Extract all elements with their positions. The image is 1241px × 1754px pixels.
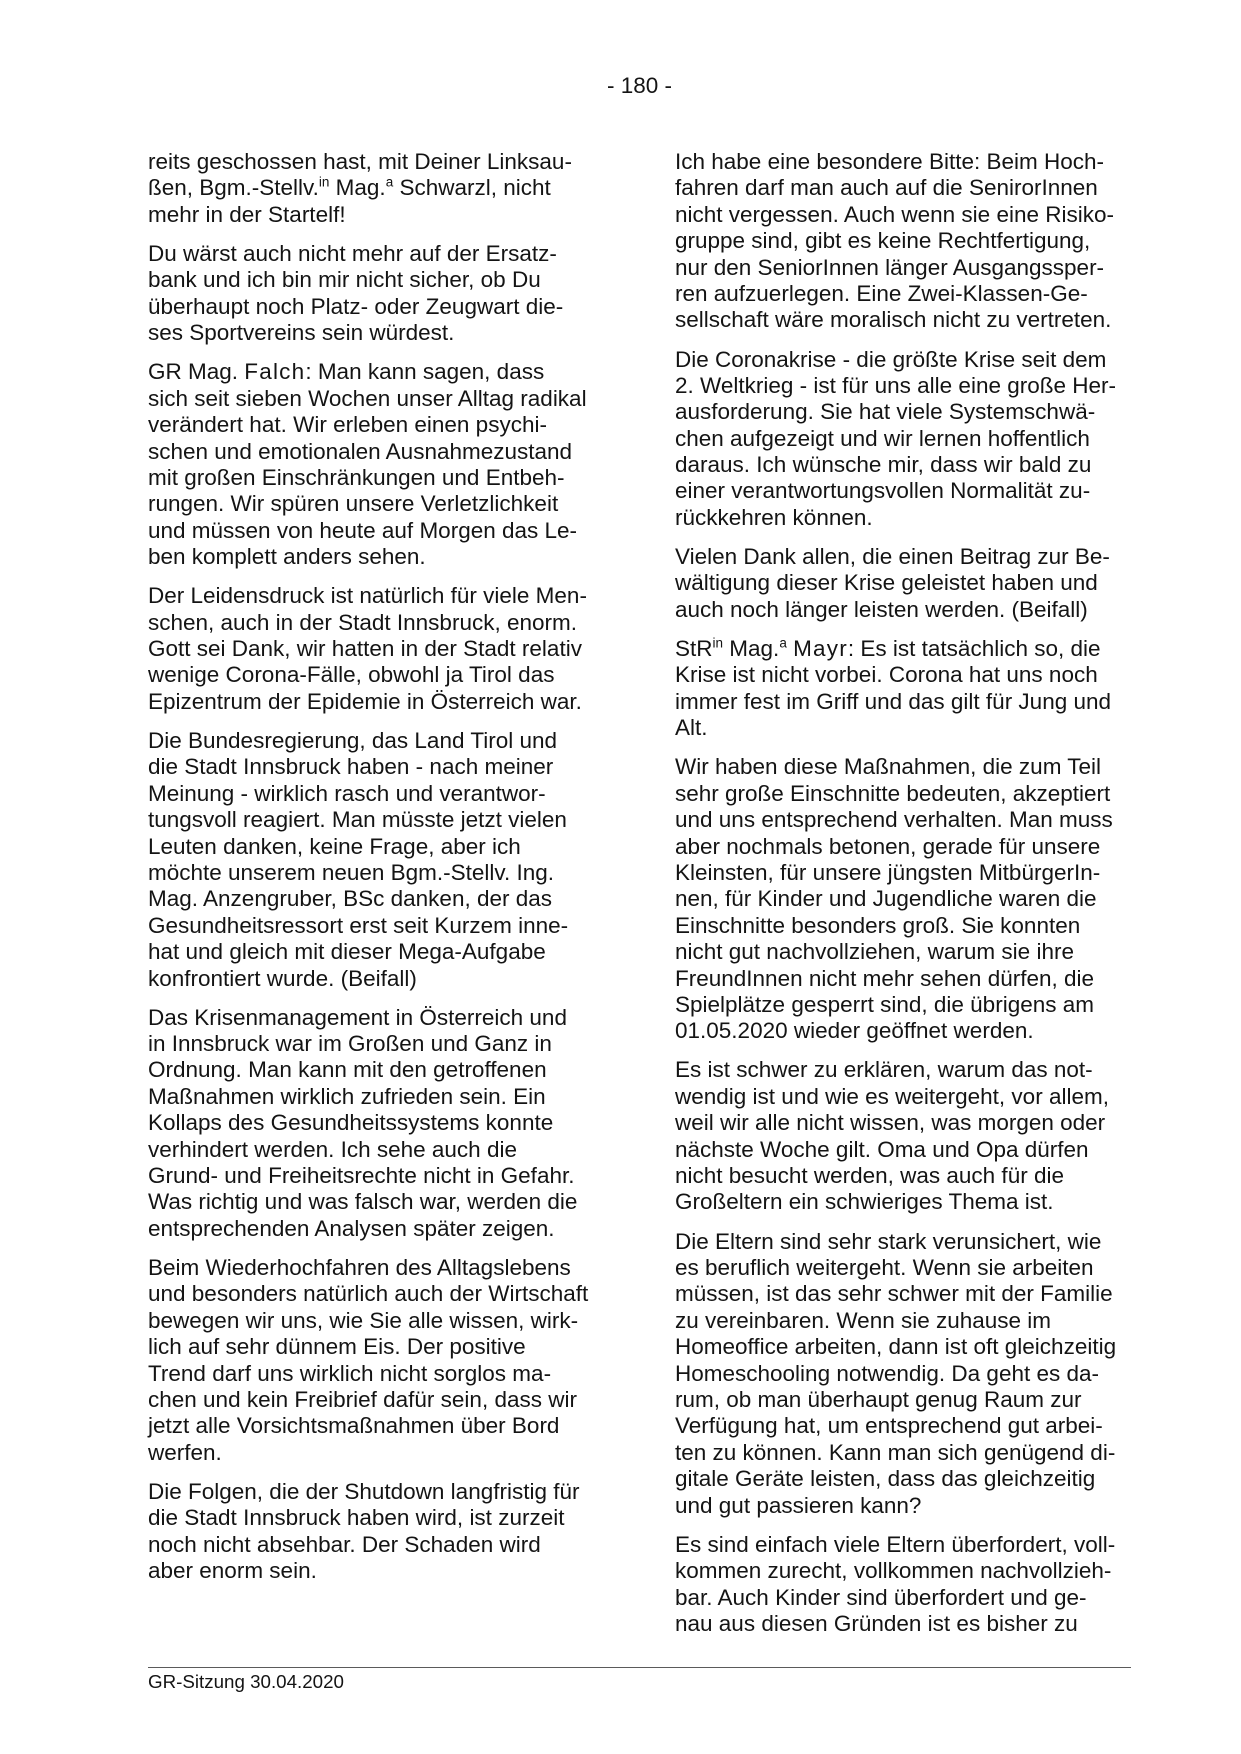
text-line: Großeltern ein schwieriges Thema ist.: [675, 1189, 1054, 1215]
text-line: bar. Auch Kinder sind überfordert und ge-: [675, 1584, 1087, 1610]
speaker-name: Mayr: [793, 636, 848, 662]
paragraph: [675, 1057, 1131, 1215]
text-segment: StR: [675, 636, 713, 662]
text-line: Das Krisenmanagement in Österreich und: [148, 1004, 567, 1030]
text-line: fahren darf man auch auf die SenirorInnen: [675, 175, 1098, 201]
text-line: gruppe sind, gibt es keine Rechtfertigung,: [675, 228, 1091, 254]
paragraph: [148, 359, 648, 570]
text-segment: Mag.: [329, 175, 386, 201]
text-line: wenige Corona-Fälle, obwohl ja Tirol das: [148, 662, 555, 688]
text-line: Die Coronakrise - die größte Krise seit dem: [675, 346, 1107, 372]
text-line: ben komplett anders sehen.: [148, 544, 426, 570]
speaker-name: Falch: [244, 359, 306, 385]
text-line: ausforderung. Sie hat viele Systemschwä-: [675, 399, 1096, 425]
text-line: nau aus diesen Gründen ist es bisher zu: [675, 1610, 1078, 1636]
text-line: rum, ob man überhaupt genug Raum zur: [675, 1386, 1082, 1412]
text-line: [675, 636, 1131, 662]
text-line: Verfügung hat, um entsprechend gut arbei-: [675, 1413, 1103, 1439]
paragraph: [148, 728, 648, 992]
text-line: Homeschooling notwendig. Da geht es da-: [675, 1360, 1100, 1386]
text-line: verändert hat. Wir erleben einen psychi-: [148, 412, 547, 438]
text-line: und besonders natürlich auch der Wirtschaft: [148, 1281, 589, 1307]
text-line: 01.05.2020 wieder geöffnet werden.: [675, 1018, 1034, 1044]
text-line: Die Bundesregierung, das Land Tirol und: [148, 728, 558, 753]
text-line: Die Folgen, die der Shutdown langfristig für: [148, 1478, 580, 1504]
text-line: und uns entsprechend verhalten. Man muss: [675, 807, 1113, 833]
text-line: mit großen Einschränkungen und Entbeh-: [148, 464, 565, 490]
superscript: a: [385, 174, 394, 190]
text-line: Du wärst auch nicht mehr auf der Ersatz-: [148, 240, 557, 266]
superscript: a: [779, 635, 787, 651]
text-line: noch nicht absehbar. Der Schaden wird: [148, 1531, 541, 1557]
text-line: Es ist schwer zu erklären, warum das not-: [675, 1057, 1093, 1083]
text-line: und gut passieren kann?: [675, 1492, 922, 1518]
text-line: tungsvoll reagiert. Man müsste jetzt vielen: [148, 807, 567, 833]
text-line: lich auf sehr dünnem Eis. Der positive: [148, 1334, 526, 1360]
text-line: Die Eltern sind sehr stark verunsichert, wie: [675, 1228, 1102, 1254]
text-line: nächste Woche gilt. Oma und Opa dürfen: [675, 1136, 1089, 1162]
text-line: ten zu können. Kann man sich genügend di-: [675, 1439, 1116, 1465]
paragraph: [675, 1229, 1131, 1519]
paragraph: [675, 149, 1131, 334]
text-line: Es sind einfach viele Eltern überfordert, voll-: [675, 1531, 1116, 1557]
text-line: chen aufgezeigt und wir lernen hoffentlich: [675, 425, 1090, 451]
text-line: Vielen Dank allen, die einen Beitrag zur Be-: [675, 544, 1110, 570]
text-line: Beim Wiederhochfahren des Alltagslebens: [148, 1255, 571, 1281]
superscript: in: [318, 174, 330, 190]
text-line: Maßnahmen wirklich zufrieden sein. Ein: [148, 1083, 546, 1109]
text-line: kommen zurecht, vollkommen nachvollzieh-: [675, 1558, 1112, 1584]
text-line: werfen.: [148, 1439, 222, 1465]
text-line: möchte unserem neuen Bgm.-Stellv. Ing.: [148, 859, 555, 885]
text-line: einer verantwortungsvollen Normalität zu-: [675, 478, 1091, 504]
text-line: aber enorm sein.: [148, 1558, 317, 1584]
text-line: wendig ist und wie es weitergeht, vor allem,: [675, 1083, 1109, 1109]
text-line: ren aufzuerlegen. Eine Zwei-Klassen-Ge-: [675, 280, 1088, 306]
paragraph: [148, 1005, 648, 1243]
text-line: überhaupt noch Platz- oder Zeugwart die-: [148, 293, 564, 319]
text-line: und müssen von heute auf Morgen das Le-: [148, 517, 578, 543]
text-line: nur den SeniorInnen länger Ausgangssper-: [675, 254, 1105, 280]
text-line: Was richtig und was falsch war, werden die: [148, 1189, 578, 1215]
paragraph: [675, 347, 1131, 532]
text-line: sich seit sieben Wochen unser Alltag radikal: [148, 385, 587, 411]
text-line: auch noch länger leisten werden. (Beifall): [675, 596, 1088, 622]
text-line: Einschnitte besonders groß. Sie konnten: [675, 912, 1081, 938]
text-line: zu vereinbaren. Wenn sie zuhause im: [675, 1307, 1052, 1333]
text-line: Gesundheitsressort erst seit Kurzem inne-: [148, 912, 569, 938]
text-line: [148, 175, 648, 201]
text-line: wältigung dieser Krise geleistet haben und: [675, 570, 1098, 596]
text-line: ses Sportvereins sein würdest.: [148, 320, 455, 346]
text-line: immer fest im Griff und das gilt für Jung und: [675, 688, 1112, 714]
text-line: 2. Weltkrieg - ist für uns alle eine große Her-: [675, 372, 1117, 398]
text-line: Ordnung. Man kann mit den getroffenen: [148, 1057, 547, 1083]
text-line: reits geschossen hast, mit Deiner Linksau-: [148, 149, 572, 174]
text-line: jetzt alle Vorsichtsmaßnahmen über Bord: [148, 1413, 560, 1439]
footer-divider: [148, 1667, 1131, 1668]
paragraph: [675, 544, 1131, 623]
text-line: rungen. Wir spüren unsere Verletzlichkeit: [148, 491, 559, 517]
text-line: Trend darf uns wirklich nicht sorglos ma-: [148, 1360, 552, 1386]
text-line: es beruflich weitergeht. Wenn sie arbeiten: [675, 1255, 1094, 1281]
text-line: Kleinsten, für unsere jüngsten MitbürgerIn-: [675, 859, 1101, 885]
text-segment: : Man kann sagen, dass: [305, 359, 545, 385]
text-line: bank und ich bin mir nicht sicher, ob Du: [148, 267, 541, 293]
text-line: Krise ist nicht vorbei. Corona hat uns noch: [675, 662, 1098, 688]
text-line: verhindert werden. Ich sehe auch die: [148, 1136, 517, 1162]
text-line: hat und gleich mit dieser Mega-Aufgabe: [148, 939, 546, 965]
paragraph: [148, 241, 648, 347]
text-line: gitale Geräte leisten, dass das gleichzeitig: [675, 1466, 1096, 1492]
text-line: entsprechenden Analysen später zeigen.: [148, 1215, 555, 1241]
text-segment: Schwarzl, nicht: [393, 175, 551, 201]
page-number: - 180 -: [606, 73, 673, 98]
text-segment: GR Mag.: [148, 359, 245, 385]
text-line: mehr in der Startelf!: [148, 201, 346, 227]
paragraph: [148, 1255, 648, 1466]
text-line: Meinung - wirklich rasch und verantwor-: [148, 780, 546, 806]
text-line: Spielplätze gesperrt sind, die übrigens am: [675, 991, 1094, 1017]
text-line: chen und kein Freibrief dafür sein, dass wir: [148, 1386, 577, 1412]
text-line: Ich habe eine besondere Bitte: Beim Hoch-: [675, 149, 1105, 174]
text-line: schen und emotionalen Ausnahmezustand: [148, 438, 573, 464]
text-line: müssen, ist das sehr schwer mit der Familie: [675, 1281, 1113, 1307]
text-line: Alt.: [675, 715, 708, 741]
paragraph: [148, 149, 648, 228]
text-line: nen, für Kinder und Jugendliche waren die: [675, 886, 1097, 912]
text-line: Leuten danken, keine Frage, aber ich: [148, 833, 521, 859]
text-line: Gott sei Dank, wir hatten in der Stadt relativ: [148, 636, 582, 662]
text-line: sehr große Einschnitte bedeuten, akzeptiert: [675, 780, 1111, 806]
text-line: nicht gut nachvollziehen, warum sie ihre: [675, 939, 1074, 965]
text-line: FreundInnen nicht mehr sehen dürfen, die: [675, 965, 1095, 991]
text-line: daraus. Ich wünsche mir, dass wir bald zu: [675, 452, 1092, 478]
text-segment: ßen, Bgm.-Stellv.: [148, 175, 319, 201]
text-line: [148, 359, 648, 385]
text-line: konfrontiert wurde. (Beifall): [148, 965, 417, 991]
text-line: Epizentrum der Epidemie in Österreich war.: [148, 688, 582, 714]
text-line: Kollaps des Gesundheitssystems konnte: [148, 1110, 554, 1136]
superscript: in: [712, 635, 724, 651]
paragraph: [148, 1479, 648, 1585]
text-line: in Innsbruck war im Großen und Ganz in: [148, 1031, 552, 1057]
footer-text: GR-Sitzung 30.04.2020: [148, 1671, 344, 1692]
text-line: die Stadt Innsbruck haben - nach meiner: [148, 754, 554, 780]
text-line: bewegen wir uns, wie Sie alle wissen, wirk-: [148, 1307, 579, 1333]
left-column: [148, 149, 648, 1597]
paragraph: [675, 754, 1131, 1044]
text-line: weil wir alle nicht wissen, was morgen oder: [675, 1110, 1106, 1136]
right-column: [675, 149, 1131, 1650]
text-line: die Stadt Innsbruck haben wird, ist zurzeit: [148, 1505, 565, 1531]
text-segment: : Es ist tatsächlich so, die: [847, 636, 1101, 662]
text-line: sellschaft wäre moralisch nicht zu vertreten.: [675, 307, 1112, 333]
text-line: nicht besucht werden, was auch für die: [675, 1163, 1064, 1189]
paragraph: [675, 636, 1131, 742]
text-line: Wir haben diese Maßnahmen, die zum Teil: [675, 754, 1102, 780]
text-line: Mag. Anzengruber, BSc danken, der das: [148, 886, 553, 912]
text-line: aber nochmals betonen, gerade für unsere: [675, 833, 1101, 859]
text-line: nicht vergessen. Auch wenn sie eine Risiko-: [675, 201, 1114, 227]
text-segment: Mag.: [723, 636, 780, 662]
text-line: Homeoffice arbeiten, dann ist oft gleichzeitig: [675, 1334, 1117, 1360]
text-line: Der Leidensdruck ist natürlich für viele Men-: [148, 583, 587, 609]
text-line: Grund- und Freiheitsrechte nicht in Gefahr.: [148, 1163, 575, 1189]
text-line: schen, auch in der Stadt Innsbruck, enorm.: [148, 609, 577, 635]
text-line: rückkehren können.: [675, 504, 873, 530]
paragraph: [675, 1532, 1131, 1638]
paragraph: [148, 583, 648, 715]
